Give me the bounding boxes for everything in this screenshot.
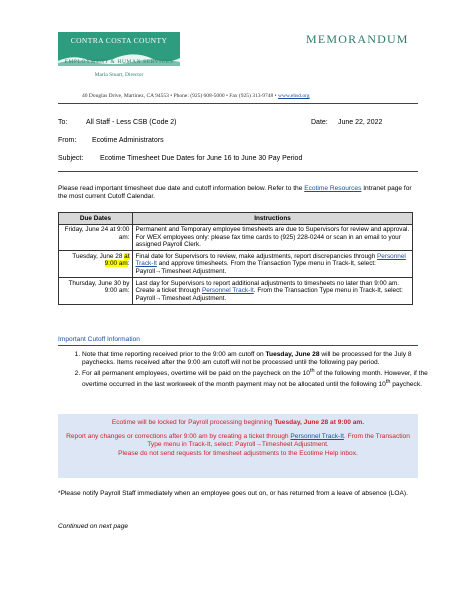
item-bold: Tuesday, June 28 (265, 351, 320, 358)
table-row (59, 251, 413, 278)
item-text-mid: of the following month. However, if the overtime occurred in the last workweek of the month payment may not be allocated until the following 10 (82, 370, 428, 389)
list-item (82, 351, 437, 367)
loa-note: *Please notify Payroll Staff immediately when an employee goes out on, or has returned from a leave of absence (LOA). (58, 490, 408, 497)
address-line (82, 93, 310, 99)
highlighted-text: at (124, 252, 130, 260)
intro-paragraph (58, 185, 418, 201)
cutoff-list (58, 351, 437, 389)
due-date-colon: : (127, 260, 130, 268)
due-date-cell: Friday, June 24 at 9:00 am: (59, 224, 133, 251)
from-label: From: (58, 137, 77, 144)
notice-text: Ecotime will be locked for Payroll processing beginning (111, 419, 275, 426)
header-divider (58, 103, 418, 104)
item-text-end: paycheck. (390, 381, 422, 389)
director-name: Marla Stuart, Director (94, 72, 144, 78)
personnel-trackit-link[interactable]: Personnel Track-It (135, 252, 406, 268)
due-date-text: Tuesday, June 28 (72, 252, 123, 260)
to-value: All Staff - Less CSB (Code 2) (86, 119, 177, 126)
from-value: Ecotime Administrators (92, 137, 164, 144)
notice-text-end: . From the Transaction Type menu in Track-It, select: Payroll→Timesheet Adjustment. (147, 433, 410, 449)
notice-bold: Tuesday, June 28 at 9:00 am. (274, 419, 365, 426)
instruction-text: Last day for Supervisors to report additional adjustments to timesheets no later than 9:00 am. Create a ticket through (135, 279, 400, 295)
instruction-cell (133, 278, 413, 305)
intro-text: Please read important timesheet due date and cutoff information below. Refer to the (58, 185, 305, 192)
memo-title: MEMORANDUM (306, 32, 409, 46)
corrections-notice-line (64, 433, 412, 449)
cutoff-section-title: Important Cutoff Information (58, 336, 140, 343)
date-label: Date: (311, 119, 328, 126)
lock-notice-line (64, 419, 412, 427)
personnel-trackit-link[interactable]: Personnel Track-It (290, 433, 344, 441)
cutoff-divider (58, 345, 418, 346)
list-item (82, 367, 437, 389)
date-value: June 22, 2022 (338, 119, 383, 126)
item-text: Note that time reporting received prior to the 9:00 am cutoff on (82, 351, 266, 358)
instruction-cell (133, 251, 413, 278)
subject-value: Ecotime Timesheet Due Dates for June 16 to June 30 Pay Period (100, 155, 303, 162)
instruction-text: Final date for Supervisors to review, make adjustments, report discrepancies through (135, 252, 378, 260)
notice-text: Report any changes or corrections after 9:00 am by creating a ticket through (66, 433, 291, 441)
highlighted-time: 9:00 am (104, 260, 128, 268)
ecotime-resources-link[interactable]: Ecotime Resources (304, 185, 362, 192)
table-row (59, 278, 413, 305)
help-inbox-notice: Please do not send requests for timesheet adjustments to the Ecotime Help inbox. (118, 449, 358, 457)
instruction-text-end: and approve timesheets. From the Transaction Type menu in Track-It, select: Payroll→Timesheet Adjustment. (135, 260, 376, 276)
table-header-row (59, 213, 413, 225)
continued-note: Continued on next page (58, 523, 129, 530)
department-name: EMPLOYMENT & HUMAN SERVICES (64, 59, 174, 65)
due-date-cell (59, 251, 133, 278)
subject-divider (58, 171, 418, 172)
org-name: CONTRA COSTA COUNTY (70, 36, 168, 45)
col-instructions: Instructions (133, 213, 413, 225)
subject-label: Subject: (58, 155, 84, 162)
item-text: For all permanent employees, overtime will be paid on the paycheck on the 10 (82, 370, 310, 378)
instruction-cell: Permanent and Temporary employee timesheets are due to Supervisors for review and approval. For WEX employees only: please fax time cards to (925) 228-0244 or scan in an email to your assigned Payroll Clerk. (133, 224, 413, 251)
item-text-end: will be processed for the July 8 paychecks. Items received after the 9:00 am cutoff will not be processed until the following pay period. (82, 351, 412, 366)
lock-notice-box (58, 414, 418, 478)
personnel-trackit-link[interactable]: Personnel Track-It (201, 287, 254, 295)
due-date-cell: Thursday, June 30 by 9:00 am: (59, 278, 133, 305)
to-label: To: (58, 119, 68, 126)
instruction-text-end: . From the Transaction Type menu in Track-It, select: Payroll→Timesheet Adjustment. (135, 287, 403, 302)
ordinal-sup: th (309, 368, 315, 374)
ordinal-sup: th (385, 379, 391, 386)
website-link[interactable]: www.ehsd.org (277, 93, 310, 99)
col-due-dates: Due Dates (59, 213, 133, 225)
intro-text-end: Intranet page for the most current Cutoff Calendar. (58, 185, 412, 200)
table-row (59, 224, 413, 251)
address-text: 40 Douglas Drive, Martinez, CA 94553 • Phone: (925) 608-5000 • Fax (925) 313-9748 • (82, 93, 277, 99)
due-dates-table (58, 212, 413, 305)
